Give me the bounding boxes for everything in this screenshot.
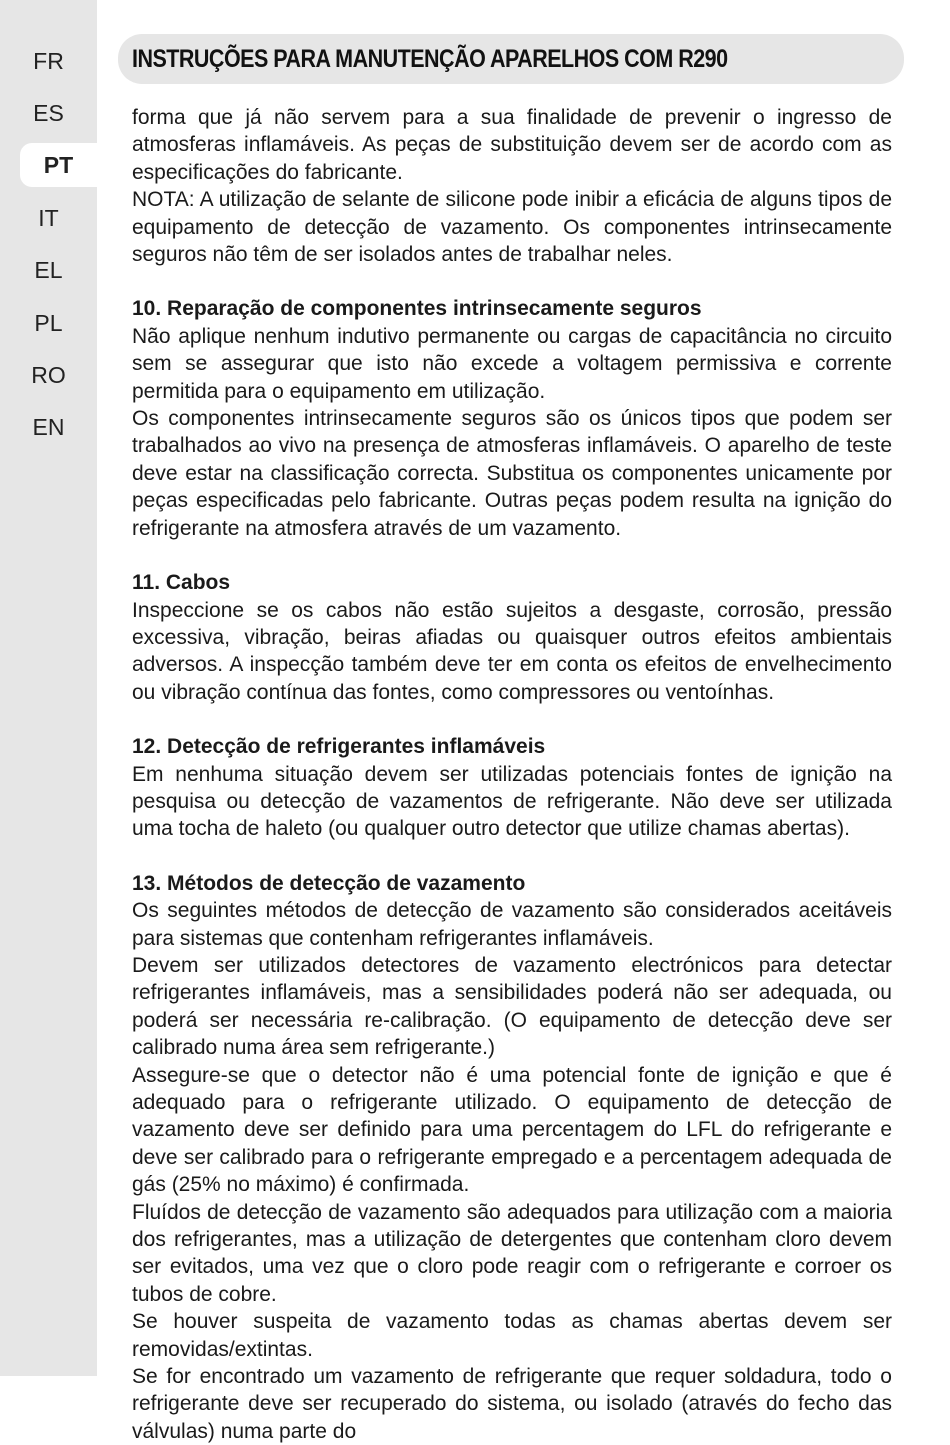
section-13-paragraph-3: Assegure-se que o detector não é uma potencial fonte de ignição e que é adequado para o refrigerante utilizado. O equipamento de detecção de vazamento deve ser definido para uma percentagem do LFL do refrigerante e deve ser calibrado para o refrigerante empregado e a percentagem adequada de gás (25% no máximo) é confirmada. <box>132 1063 892 1197</box>
section-10-paragraph-1: Não aplique nenhum indutivo permanente ou cargas de capacitância no circuito sem se assegurar que isto não excede a voltagem permissiva e corrente permitida para o equipamento em utilização. <box>132 324 892 403</box>
section-13-paragraph-6: Se for encontrado um vazamento de refrigerante que requer soldadura, todo o refrigerante deve ser recuperado do sistema, ou isolado (através do fecho das válvulas) numa parte do <box>132 1365 892 1443</box>
section-13-paragraph-5: Se houver suspeita de vazamento todas as chamas abertas devem ser removidas/extintas. <box>132 1310 892 1361</box>
section-13-paragraph-2: Devem ser utilizados detectores de vazamento electrónicos para detectar refrigerantes inflamáveis, mas a sensibilidades poderá não ser adequada, ou poderá ser necessária re-calibração. (O equipamento de detecção deve ser calibrado numa área sem refrigerante.) <box>132 953 892 1060</box>
language-tab-pt-active[interactable]: PT <box>20 143 97 187</box>
document-body <box>132 104 892 1445</box>
section-10-paragraph-2: Os componentes intrinsecamente seguros são os únicos tipos que podem ser trabalhados ao vivo na presença de atmosferas inflamáveis. O aparelho de teste deve estar na classificação correcta. Substitua os componentes unicamente por peças especificadas pelo fabricante. Outras peças podem resulta na ignição do refrigerante na atmosfera através de um vazamento. <box>132 407 892 540</box>
language-sidebar <box>0 0 97 1376</box>
section-12-heading: 12. Detecção de refrigerantes inflamáveis <box>132 735 546 759</box>
page-header <box>118 34 904 84</box>
section-10-heading: 10. Reparação de componentes intrinsecamente seguros <box>132 297 702 321</box>
section-13-heading: 13. Métodos de detecção de vazamento <box>132 871 526 895</box>
page-title: INSTRUÇÕES PARA MANUTENÇÃO APARELHOS COM R290 <box>132 44 728 73</box>
language-tab-es[interactable]: ES <box>33 99 64 126</box>
intro-note-paragraph: NOTA: A utilização de selante de silicone pode inibir a eficácia de alguns tipos de equipamento de detecção de vazamento. Os componentes intrinsecamente seguros não têm de ser isolados antes de trabalhar neles. <box>132 188 892 267</box>
language-tab-el[interactable]: EL <box>34 256 63 283</box>
section-13-paragraph-4: Fluídos de detecção de vazamento são adequados para utilização com a maioria dos refrigerantes, mas a utilização de detergentes que contenham cloro devem ser evitados, uma vez que o cloro pode reagir com o refrigerante e corroer os tubos de cobre. <box>132 1200 892 1306</box>
section-11-heading: 11. Cabos <box>132 571 231 595</box>
language-tab-en[interactable]: EN <box>32 413 65 440</box>
section-12-paragraph-1: Em nenhuma situação devem ser utilizadas potenciais fontes de ignição na pesquisa ou detecção de vazamentos de refrigerante. Não deve ser utilizada uma tocha de haleto (ou qualquer outro detector que utilize chamas abertas). <box>132 762 892 841</box>
language-tab-it[interactable]: IT <box>38 204 59 231</box>
language-tab-ro[interactable]: RO <box>31 361 66 388</box>
intro-paragraph-1: forma que já não servem para a sua finalidade de prevenir o ingresso de atmosferas inflamáveis. As peças de substituição devem ser de acordo com as especificações do fabricante. <box>132 106 892 184</box>
section-13-paragraph-1: Os seguintes métodos de detecção de vazamento são considerados aceitáveis para sistemas que contenham refrigerantes inflamáveis. <box>132 899 892 950</box>
language-tab-fr[interactable]: FR <box>33 47 64 74</box>
language-tab-pl[interactable]: PL <box>34 309 63 336</box>
section-11-paragraph-1: Inspeccione se os cabos não estão sujeitos a desgaste, corrosão, pressão excessiva, vibração, beiras afiadas ou quaisquer outros efeitos ambientais adversos. A inspecção também deve ter em conta os efeitos de envelhecimento ou vibração contínua das fontes, como compressores ou ventoínhas. <box>132 598 892 704</box>
